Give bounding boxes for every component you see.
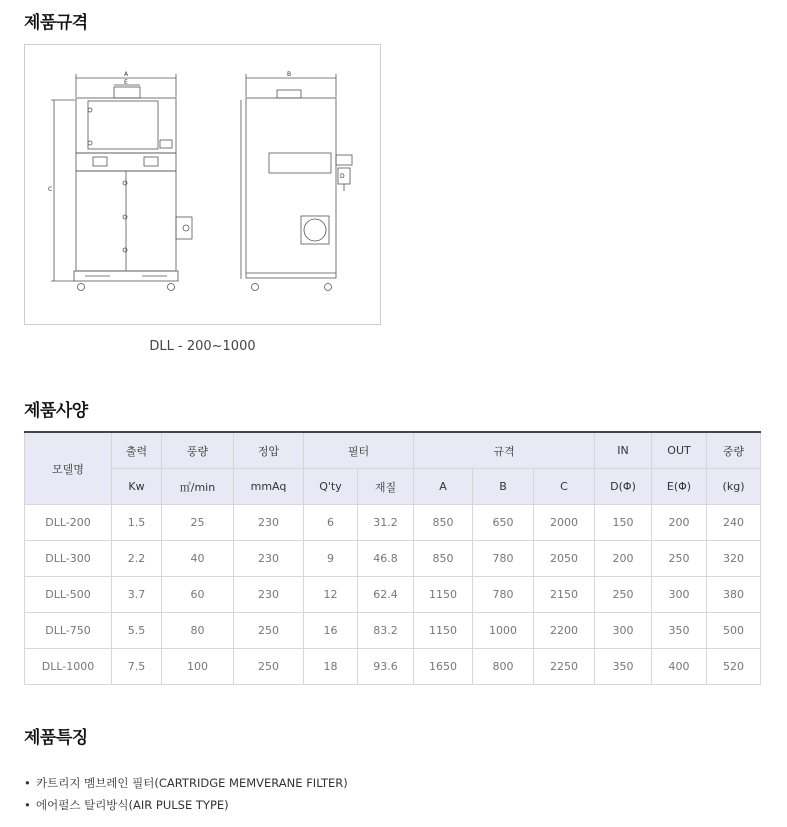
cell-in: 150 (595, 505, 652, 541)
cell-b: 800 (473, 649, 534, 685)
cell-a: 850 (414, 541, 473, 577)
subheader-filter-material: 재질 (358, 469, 414, 505)
product-drawing (24, 44, 381, 325)
subheader-filter-qty: Q'ty (304, 469, 358, 505)
subheader-c: C (534, 469, 595, 505)
spec-drawing-title: 제품규격 (24, 13, 88, 33)
cell-airflow: 25 (162, 505, 234, 541)
subheader-airflow: ㎥/min (162, 469, 234, 505)
table-row (25, 577, 761, 613)
header-filter: 필터 (304, 432, 414, 469)
cell-weight: 240 (707, 505, 761, 541)
cell-a: 1650 (414, 649, 473, 685)
cell-c: 2250 (534, 649, 595, 685)
cell-out: 300 (652, 577, 707, 613)
cell-in: 300 (595, 613, 652, 649)
list-item (24, 772, 348, 794)
spec-table (24, 431, 761, 685)
features-list (24, 772, 348, 816)
header-in: IN (595, 432, 652, 469)
cell-mmaq: 230 (234, 541, 304, 577)
cell-model: DLL-1000 (25, 649, 112, 685)
cell-a: 850 (414, 505, 473, 541)
cell-weight: 320 (707, 541, 761, 577)
list-item (24, 794, 348, 816)
cell-c: 2000 (534, 505, 595, 541)
cell-model: DLL-750 (25, 613, 112, 649)
cell-mmaq: 250 (234, 649, 304, 685)
cell-kw: 3.7 (112, 577, 162, 613)
header-dimensions: 규격 (414, 432, 595, 469)
cell-material: 93.6 (358, 649, 414, 685)
cell-material: 46.8 (358, 541, 414, 577)
feature-text: 에어펄스 탈리방식(AIR PULSE TYPE) (36, 798, 229, 812)
dimension-drawing-svg (25, 45, 380, 324)
table-header-row (25, 432, 761, 469)
drawing-caption: DLL - 200~1000 (149, 339, 256, 354)
subheader-weight: (kg) (707, 469, 761, 505)
header-out: OUT (652, 432, 707, 469)
cell-a: 1150 (414, 577, 473, 613)
cell-model: DLL-500 (25, 577, 112, 613)
subheader-b: B (473, 469, 534, 505)
table-row (25, 649, 761, 685)
dimension-label-d: D (340, 173, 345, 180)
table-row (25, 541, 761, 577)
cell-in: 250 (595, 577, 652, 613)
cell-in: 200 (595, 541, 652, 577)
cell-qty: 9 (304, 541, 358, 577)
cell-out: 250 (652, 541, 707, 577)
dimension-label-e: E (124, 79, 128, 86)
dimension-label-a: A (124, 71, 129, 78)
cell-a: 1150 (414, 613, 473, 649)
cell-mmaq: 230 (234, 577, 304, 613)
cell-model: DLL-200 (25, 505, 112, 541)
cell-kw: 2.2 (112, 541, 162, 577)
cell-weight: 520 (707, 649, 761, 685)
cell-out: 350 (652, 613, 707, 649)
subheader-in: D(Φ) (595, 469, 652, 505)
cell-model: DLL-300 (25, 541, 112, 577)
cell-material: 31.2 (358, 505, 414, 541)
cell-c: 2050 (534, 541, 595, 577)
cell-b: 1000 (473, 613, 534, 649)
cell-airflow: 40 (162, 541, 234, 577)
cell-mmaq: 230 (234, 505, 304, 541)
cell-c: 2150 (534, 577, 595, 613)
spec-table-title: 제품사양 (24, 401, 88, 421)
dimension-label-b: B (287, 71, 292, 78)
table-row (25, 613, 761, 649)
subheader-a: A (414, 469, 473, 505)
header-model: 모델명 (25, 432, 112, 505)
cell-kw: 5.5 (112, 613, 162, 649)
cell-out: 200 (652, 505, 707, 541)
table-row (25, 505, 761, 541)
header-airflow: 풍량 (162, 432, 234, 469)
dimension-label-c: C (48, 186, 53, 193)
cell-qty: 12 (304, 577, 358, 613)
cell-b: 780 (473, 577, 534, 613)
cell-in: 350 (595, 649, 652, 685)
cell-b: 650 (473, 505, 534, 541)
header-output: 출력 (112, 432, 162, 469)
subheader-output: Kw (112, 469, 162, 505)
subheader-out: E(Φ) (652, 469, 707, 505)
cell-kw: 7.5 (112, 649, 162, 685)
cell-qty: 6 (304, 505, 358, 541)
cell-airflow: 100 (162, 649, 234, 685)
cell-airflow: 60 (162, 577, 234, 613)
cell-b: 780 (473, 541, 534, 577)
cell-material: 62.4 (358, 577, 414, 613)
bullet-icon: • (24, 798, 31, 812)
cell-out: 400 (652, 649, 707, 685)
cell-material: 83.2 (358, 613, 414, 649)
features-title: 제품특징 (24, 728, 88, 748)
cell-weight: 500 (707, 613, 761, 649)
table-subheader-row (25, 469, 761, 505)
cell-weight: 380 (707, 577, 761, 613)
feature-text: 카트리지 멤브레인 필터(CARTRIDGE MEMVERANE FILTER) (36, 776, 348, 790)
cell-kw: 1.5 (112, 505, 162, 541)
bullet-icon: • (24, 776, 31, 790)
header-static-pressure: 정압 (234, 432, 304, 469)
subheader-static-pressure: mmAq (234, 469, 304, 505)
cell-airflow: 80 (162, 613, 234, 649)
header-weight: 중량 (707, 432, 761, 469)
cell-mmaq: 250 (234, 613, 304, 649)
cell-qty: 18 (304, 649, 358, 685)
cell-c: 2200 (534, 613, 595, 649)
cell-qty: 16 (304, 613, 358, 649)
